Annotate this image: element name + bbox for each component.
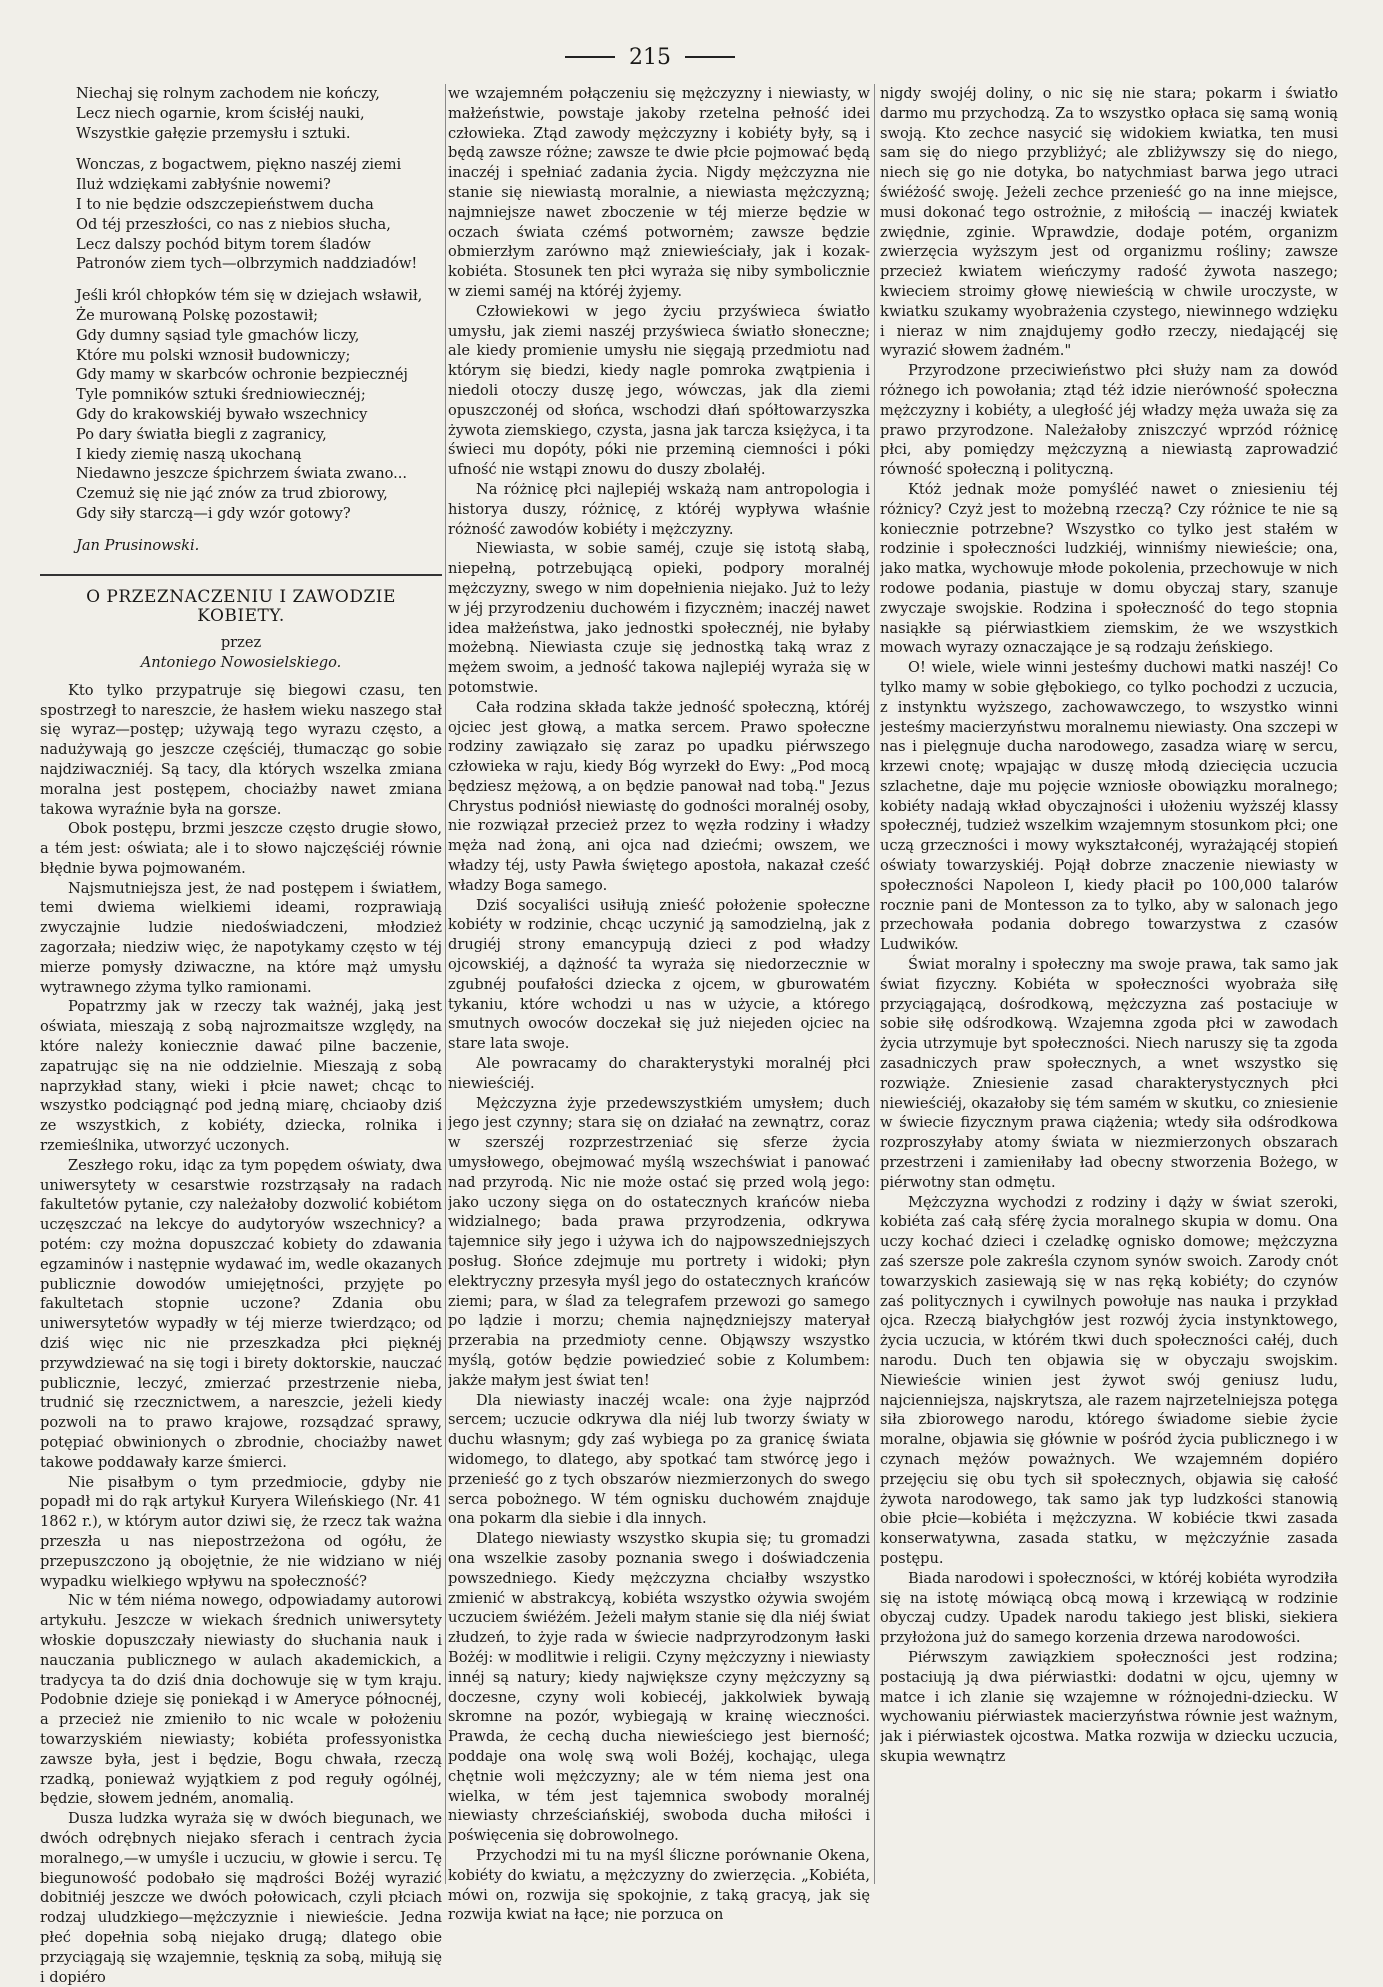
poem-line: Gdy dumny sąsiad tyle gmachów liczy, xyxy=(76,326,360,344)
column-3 xyxy=(880,84,1338,1767)
paragraph: Piérwszym zawiązkiem społeczności jest rodzina; postaciują ją dwa piérwiastki: dodatni w ojcu, ujemny w matce i ich zlanie się wzajemne w różnojedni-dziecku. W wychowaniu piérwiastek macierzyństwa równie jest ważnym, jak i piérwiastek ojcostwa. Matka rozwija w dziecku uczucia, skupia wewnątrz xyxy=(880,1648,1338,1765)
paragraph: Człowiekowi w jego życiu przyświeca światło umysłu, jak ziemi naszéj przyświeca światło słoneczne; ale kiedy promienie umysłu nie sięgają przedmiotu nad którym się biedzi, kiedy nagle pomroka zwątpienia i niedoli otoczy duszę jego, wówczas, jak dla ziemi opuszczonéj od słońca, wschodzi dłań spółtowarzyszka żywota ziemskiego, czysta, jasna jak tarcza księżyca, i ta świeci mu dopóty, póki nie przeminą ciemności i póki ufność nie wstąpi znowu do duszy zbolałéj. xyxy=(448,302,870,479)
paragraph: Ale powracamy do charakterystyki moralnéj płci niewieściéj. xyxy=(448,1055,870,1092)
paragraph: Najsmutniejsza jest, że nad postępem i światłem, temi dwiema wielkiemi ideami, rozprawiają zwyczajnie ludzie niedoświadczeni, młodzież zagorzała; niedziw więc, że napotykamy często w téj mierze pomysły dziwaczne, na które mąż umysłu wytrawnego zżyma tylko ramionami. xyxy=(40,879,442,996)
paragraph: Nic w tém niéma nowego, odpowiadamy autorowi artykułu. Jeszcze w wiekach średnich uniwersytety włoskie dopuszczały niewiasty do słuchania nauk i nauczania publicznego w aulach akademickich, a tradycya ta do dziś dnia dochowuje się w tym kraju. Podobnie dzieje się poniekąd i w Ameryce północnéj, a przecież nie zmieniło to nic wcale w położeniu towarzyskiém niewiasty; kobiéta professyonistka zawsze była, jest i będzie, Bogu chwała, rzeczą rzadką, ponieważ wyjątkiem z pod reguły ogólnéj, będzie, słowem jedném, anomalią. xyxy=(40,1592,442,1808)
poem-line: I to nie będzie odszczepieństwem ducha xyxy=(76,195,374,213)
article-author: Antoniego Nowosielskiego. xyxy=(140,653,342,671)
poem-stanza xyxy=(40,286,442,524)
paragraph: Mężczyzna wychodzi z rodziny i dąży w świat szeroki, kobiéta zaś całą sférę życia moralnego skupia w domu. Ona uczy kochać dzieci i czeladkę ognisko domowe; mężczyzna zaś szersze pole zakreśla czynom synów swoich. Zarody cnót towarzyskich zasiewają się w nas ręką kobiéty; do czynów zaś politycznych i cywilnych powołuje nas nauka i przykład ojca. Rzeczą białychgłów jest rozwój życia instynktowego, życia uczucia, w którém tkwi duch społeczności całéj, duch narodu. Duch ten objawia się w obyczaju swojskim. Niewieście winien jest żywot swój geniusz ludu, najcienniejsza, najskrytsza, ale razem najrzetelniejsza potęga siła zbiorowego narodu, którego świadome siebie życie moralne, objawia się głównie w pośród życia publicznego i w czynach mężów poważnych. We wzajemném dopiéro przejęciu się obu tych sił społecznych, objawia się całość żywota narodowego, tak samo jak typ ludzkości stanowią obie płcie—kobiéta i mężczyzna. W kobiécie tkwi zasada konserwatywna, zasada statku, w mężczyźnie zasada postępu. xyxy=(880,1193,1338,1567)
paragraph: Świat moralny i społeczny ma swoje prawa, tak samo jak świat fizyczny. Kobiéta w społeczności wyobraża siłę przyciągającą, dośrodkową, mężczyzna zaś postaciuje w sobie siłę odśrodkową. Wzajemna zgoda płci w zawodach życia utrzymuje byt społeczności. Niech naruszy się ta zgoda zasadniczych praw społecznych, a wnet wszystko się rozwiąże. Zniesienie zasad charakterystycznych płci niewieściéj, okazałoby się tém samém w skutku, co zniesienie w świecie fizycznym prawa ciążenia; wtedy siła odśrodkowa rozproszyłaby atomy świata w niezmierzonych obszarach przestrzeni i zamieniłaby ład obecny stworzenia Bożego, w piérwotny stan odmętu. xyxy=(880,956,1338,1191)
poem-line: Po dary światła biegli z zagranicy, xyxy=(76,425,327,443)
header-rule-right xyxy=(685,56,735,58)
paragraph: Przychodzi mi tu na myśl śliczne porównanie Okena, kobiéty do kwiatu, a mężczyzny do zwierzęcia. „Kobiéta, mówi on, rozwija się spokojnie, z taką gracyą, jak się rozwija kwiat na łące; nie porzuca on xyxy=(448,1846,870,1924)
poem-line: Które mu polski wznosił budowniczy; xyxy=(76,346,351,364)
poem-line: Gdy siły starczą—i gdy wzór gotowy? xyxy=(76,504,351,522)
poem-line: I kiedy ziemię naszą ukochaną xyxy=(76,445,302,463)
poem-line: Wonczas, z bogactwem, piękno naszéj ziemi xyxy=(76,156,402,174)
poem-line: Że murowaną Polskę pozostawił; xyxy=(76,306,319,324)
paragraph: Popatrzmy jak w rzeczy tak ważnéj, jaką jest oświata, mieszają z sobą najrozmaitsze względy, na które należy koniecznie dawać pilne baczenie, zapatrując się na nie oddzielnie. Mieszają z sobą naprzykład stany, wieki i płcie nawet; chcąc to wszystko podciągnąć pod jedną miarę, chciaoby dziś ze wszystkich, z kobiéty, dziecka, rolnika i rzemieślnika, utworzyć uczonych. xyxy=(40,998,442,1155)
poem-line: Lecz dalszy pochód bitym torem śladów xyxy=(76,235,371,253)
poem-line: Od téj przeszłości, co nas z niebios słucha, xyxy=(76,215,391,233)
paragraph: Nie pisałbym o tym przedmiocie, gdyby nie popadł mi do rąk artykuł Kuryera Wileńskiego (Nr. 41 1862 r.), w którym autor dziwi się, że rzecz tak ważna przeszła u nas niepostrzeżona od ogółu, że przepuszczono ją obojętnie, że nie widziano w niéj wypadku wielkiego wpływu na społeczność? xyxy=(40,1473,442,1590)
column-2 xyxy=(448,84,870,1925)
paragraph: Dlatego niewiasty wszystko skupia się; tu gromadzi ona wszelkie zasoby poznania swego i doświadczenia powszedniego. Kiedy mężczyzna chciałby wszystko zmienić w abstrakcyą, kobiéta wszystko ożywia swojém uczuciem świéżém. Jeżeli małym stanie się dla niéj świat złudzeń, to żyje rada w świecie nadprzyrodzonym łaski Bożéj: w modlitwie i religii. Czyny mężczyzny i niewiasty innéj są natury; kiedy największe czyny mężczyzny są doczesne, czyny woli kobiecéj, jakkolwiek bywają skromne na pozór, wybiegają w krainę wieczności. Prawda, że cechą ducha niewieściego jest bierność; poddaje ona wolę swą woli Bożéj, kochając, ulega chętnie woli mężczyzny; ale w tém niema jest ona wielka, w tém jest tajemnica swobody moralnéj niewiasty chrześciańskiéj, swoboda ducha miłości i poświęcenia się dobrowolnego. xyxy=(448,1530,870,1845)
column-divider-2 xyxy=(874,84,875,1884)
paragraph: Niewiasta, w sobie saméj, czuje się istotą słabą, niepełną, potrzebującą opieki, podpory moralnéj mężczyzny, swego w nim dopełnienia niejako. Już to leży w jéj przyrodzeniu duchowém i fizycznėm; inaczéj nawet idea małżeństwa, jako jednostki społecznéj, nie byłaby możebną. Niewiasta czuje się jednostką taką wraz z mężem swoim, a jedność takowa najlepiéj wyraża się w potomstwie. xyxy=(448,540,870,696)
poem-line: Gdy mamy w skarbców ochronie bezpiecznéj xyxy=(76,366,408,384)
poem-line: Niechaj się rolnym zachodem nie kończy, xyxy=(76,85,380,102)
paragraph: O! wiele, wiele winni jesteśmy duchowi matki naszéj! Co tylko mamy w sobie głębokiego, co tylko pochodzi z uczucia, z instynktu wyższego, zachowawczego, to wszystko winni jesteśmy macierzyństwu moralnemu niewiasty. Ona szczepi w nas i pielęgnuje ducha narodowego, zasadza wiarę w sercu, krzewi cnotę; wpajając w duszę młodą dziecięcia uczucia szlachetne, daje mu pojęcie wzniosłe obowiązku moralnego; kobiéty nadają wkład obyczajności i ułożeniu wyższéj klassy społecznéj, tudzież wszelkim wzajemnym stosunkom płci; one uczą grzeczności i mowy wykształconéj, wyrażającéj stopień oświaty towarzyskiéj. Pojął dobrze znaczenie niewiasty w społeczności Napoleon I, kiedy płacił po 100,000 talarów rocznie pani de Montesson za to tylko, aby w salonach jego przechowała podania dobrego towarzystwa z czasów Ludwików. xyxy=(880,659,1338,954)
column-divider-1 xyxy=(445,84,446,1884)
paragraph: Na różnicę płci najlepiéj wskażą nam antropologia i historya duszy, różnicę, z któréj wypływa właśnie różność zawodów kobiéty i mężczyzny. xyxy=(448,480,870,538)
paragraph: Kto tylko przypatruje się biegowi czasu, ten spostrzegł to nareszcie, że hasłem wieku naszego stał się wyraz—postęp; używają tego wyrazu często, a nadużywają go jeszcze częściéj, tłumacząc go sobie najdziwaczniéj. Są tacy, dla których wszelka zmiana moralna jest postępem, chociażby nawet zmiana takowa wyraźnie była na gorsze. xyxy=(40,681,442,818)
paragraph: Cała rodzina składa także jedność społeczną, któréj ojciec jest głową, a matka sercem. Prawo społeczne rodziny zawiązało się zaraz po upadku piérwszego człowieka w raju, kiedy Bóg wyrzekł do Ewy: „Pod mocą będziesz mężową, a on będzie panował nad tobą." Jezus Chrystus podniósł niewiastę do godności moralnéj osoby, nie rozwiązał przecież przez to węzła rodziny i władzy męża nad żoną, ani ojca nad dziećmi; owszem, we władzy téj, usty Pawła świętego apostoła, nakazał cześć władzy Boga samego. xyxy=(448,698,870,894)
article-byline: przez xyxy=(220,634,262,652)
poem-line: Tyle pomników sztuki średniowiecznéj; xyxy=(76,386,366,404)
poem-line: Iluż wdziękami zabłyśnie nowemi? xyxy=(76,176,331,194)
poem-line: Wszystkie gałęzie przemysłu i sztuki. xyxy=(76,124,351,142)
poem xyxy=(40,84,442,556)
paragraph-continued: we wzajemném połączeniu się mężczyzny i niewiasty, w małżeństwie, powstaje jakoby rzetelna pełność idei człowieka. Ztąd zawody mężczyzny i kobiéty były, są i będą zawsze różne; zawsze te dwie płcie pojmować będą inaczéj i spełniać zadania życia. Nigdy mężczyzna nie stanie się niewiastą moralnie, a niewiasta mężczyzną; najmniejsze nawet zboczenie w téj mierze będzie w oczach świata czémś potwornėm; zawsze będzie obmierzłym zarówno mąż zniewieściały, jak i kozak-kobiéta. Stosunek ten płci wyraża się niby symbolicznie w ziemi saméj na któréj żyjemy. xyxy=(448,85,870,300)
paragraph: Mężczyzna żyje przedewszystkiém umysłem; duch jego jest czynny; stara się on działać na zewnątrz, coraz w szerszéj rozprzestrzeniać się sferze życia umysłowego, obejmować myślą wszechświat i panować nad przyrodą. Nic nie może ostać się przed wolą jego: jako uczony sięga on do ostatecznych krańców nieba widzialnego; bada prawa przyrodzenia, odkrywa tajemnice siły jego i używa ich do najpowszedniejszych posług. Słońce zdejmuje mu portrety i widoki; płyn elektryczny przesyła myśl jego do ostatecznych krańców ziemi; para, w ślad za telegrafem przewozi go samego po lądzie i morzu; chemia najnędzniejszy materyał przerabia na przedmioty cenne. Objąwszy wszystko myślą, gotów będzie powiedzieć sobie z Kolumbem: jakże małym jest świat ten! xyxy=(448,1094,870,1389)
poem-stanza xyxy=(40,155,442,274)
paragraph: Dusza ludzka wyraża się w dwóch biegunach, we dwóch odrębnych niejako sferach i centrach życia moralnego,—w umyśle i uczuciu, w głowie i sercu. Tę biegunowość podobało się mądrości Bożéj wyrazić dobitniéj jeszcze we dwóch połowicach, czyli płciach rodzaj uludzkiego—mężczyznie i niewieście. Jedna płeć dopełnia sobą niejako drugą; dlatego obie przyciągają się wzajemnie, tęsknią za sobą, miłują się i dopiéro xyxy=(40,1810,442,1986)
paragraph-continued: nigdy swojéj doliny, o nic się nie stara; pokarm i światło darmo mu przychodzą. Za to wszystko opłaca się samą wonią swoją. Kto zechce nasycić się widokiem kwiatka, ten musi sam się do niego przybliżyć; ale zbliżywszy się do niego, niech się go nie dotyka, bo natychmiast barwa jego utraci świéżość swoję. Jeżeli zechce przenieść go na inne miejsce, musi dokonać tego ostrożnie, z miłością — inaczéj kwiatek zwiędnie, zginie. Wprawdzie, dodaje potém, organizm zwierzęcia wyższym jest od organizmu rośliny; zawsze przecież kwiatem wieńczymy radość żywota naszego; kwieciem stroimy głowę niewieścią w chwile uroczyste, w kwiatku szukamy wyobrażenia czystego, niewinnego wdzięku i nieraz w nim znajdujemy godło rzeczy, niedającéj się wyrazić słowem żadném." xyxy=(880,85,1338,360)
paragraph: Obok postępu, brzmi jeszcze często drugie słowo, a tém jest: oświata; ale i to słowo najczęściéj równie błędnie bywa pojmowaném. xyxy=(40,820,442,877)
poem-line: Jeśli król chłopków tém się w dziejach wsławił, xyxy=(76,287,423,305)
article-title: O PRZEZNACZENIU I ZAWODZIE KOBIETY. xyxy=(86,586,396,627)
column-1 xyxy=(40,84,442,1987)
header-rule-left xyxy=(565,56,615,58)
paragraph: Biada narodowi i społeczności, w któréj kobiéta wyrodziła się na istotę mówiącą obcą mową i krzewiącą w rodzinie obyczaj cudzy. Upadek narodu takiego jest bliski, siekiera przyłożona już do samego korzenia drzewa narodowości. xyxy=(880,1569,1338,1647)
poem-signature: Jan Prusinowski. xyxy=(76,536,200,554)
poem-line: Czemuż się nie jąć znów za trud zbiorowy, xyxy=(76,485,388,503)
poem-line: Gdy do krakowskiéj bywało wszechnicy xyxy=(76,405,368,423)
poem-stanza xyxy=(40,84,442,143)
paragraph: Dziś socyaliści usiłują znieść położenie społeczne kobiéty w rodzinie, chcąc uczynić ją samodzielną, jak z drugiéj strony emancypują dzieci z pod władzy ojcowskiéj, a dążność ta wyraża się niedorzecznie w zgubnéj poufałości dziecka z ojcem, w gburowatém tykaniu, które wchodzi u nas w użycie, a którego smutnych owoców doczekał się już niejeden ojciec na stare lata swoje. xyxy=(448,896,870,1053)
paragraph: Dla niewiasty inaczéj wcale: ona żyje najprzód sercem; uczucie odkrywa dla niéj lub tworzy światy w duchu własnym; gdy zaś wybiega po za granicę świata widomego, to dlatego, aby spotkać tam stwórcę jego i przenieść go z tych obszarów niezmierzonych do swego serca pobożnego. W tém ognisku duchowém znajduje ona pokarm dla siebie i dla innych. xyxy=(448,1391,870,1528)
paragraph: Któż jednak może pomyśléć nawet o zniesieniu téj różnicy? Czyż jest to możebną rzeczą? Czy różnice te nie są koniecznie potrzebne? Wszystko co tylko jest stałém w rodzinie i społeczności ludzkiéj, winniśmy niewieście; ona, jako matka, wychowuje młode pokolenia, przechowuje w nich rodowe podania, piastuje w domu obyczaj stary, szanuje zwyczaje swojskie. Rodzina i społeczność do tego stopnia nasiąkłe są piérwiastkiem ziemskim, że we wszystkich mowach wyrazy oznaczające je są rodzaju żeńskiego. xyxy=(880,480,1338,657)
paragraph: Przyrodzone przeciwieństwo płci służy nam za dowód różnego ich powołania; ztąd téż idzie nierówność społeczna mężczyzny i kobiéty, a uległość jéj władzy męża uważa się za prawo przyrodzone. Należałoby zniszczyć wprzód różnicę płci, aby pomiędzy mężczyzną a niewiastą zaprowadzić równość społeczną i polityczną. xyxy=(880,362,1338,479)
page-header xyxy=(560,40,740,74)
poem-line: Lecz niech ogarnie, krom ścisłéj nauki, xyxy=(76,104,365,122)
paragraph: Zeszłego roku, idąc za tym popędem oświaty, dwa uniwersytety w cesarstwie rozstrząsały na radach fakultetów pytanie, czy należałoby dozwolić kobiétom uczęszczać na lekcye do audytoryów wszechnicy? a potém: czy można dopuszczać kobiety do zdawania egzaminów i następnie wydawać im, wedle okazanych publicznie dowodów umiejętności, przyjęte po fakultetach stopnie uczone? Zdania obu uniwersytetów wypadły w téj mierze twierdząco; od dziś więc nic nie przeszkadza płci pięknéj przywdziewać na się togi i birety doktorskie, nauczać publicznie, leczyć, zmierzać przestrzenie nieba, trudnić się rzecznictwem, a nareszcie, jeżeli kiedy pozwoli na to prawo krajowe, rozsądzać sprawy, potępiać obwinionych o zbrodnie, chociażby nawet takowe poddawały karze śmierci. xyxy=(40,1156,442,1471)
article-separator xyxy=(40,574,442,576)
poem-line: Patronów ziem tych—olbrzymich naddziadów! xyxy=(76,255,418,273)
page-number: 215 xyxy=(629,44,671,70)
poem-line: Niedawno jeszcze śpichrzem świata zwano... xyxy=(76,465,408,483)
